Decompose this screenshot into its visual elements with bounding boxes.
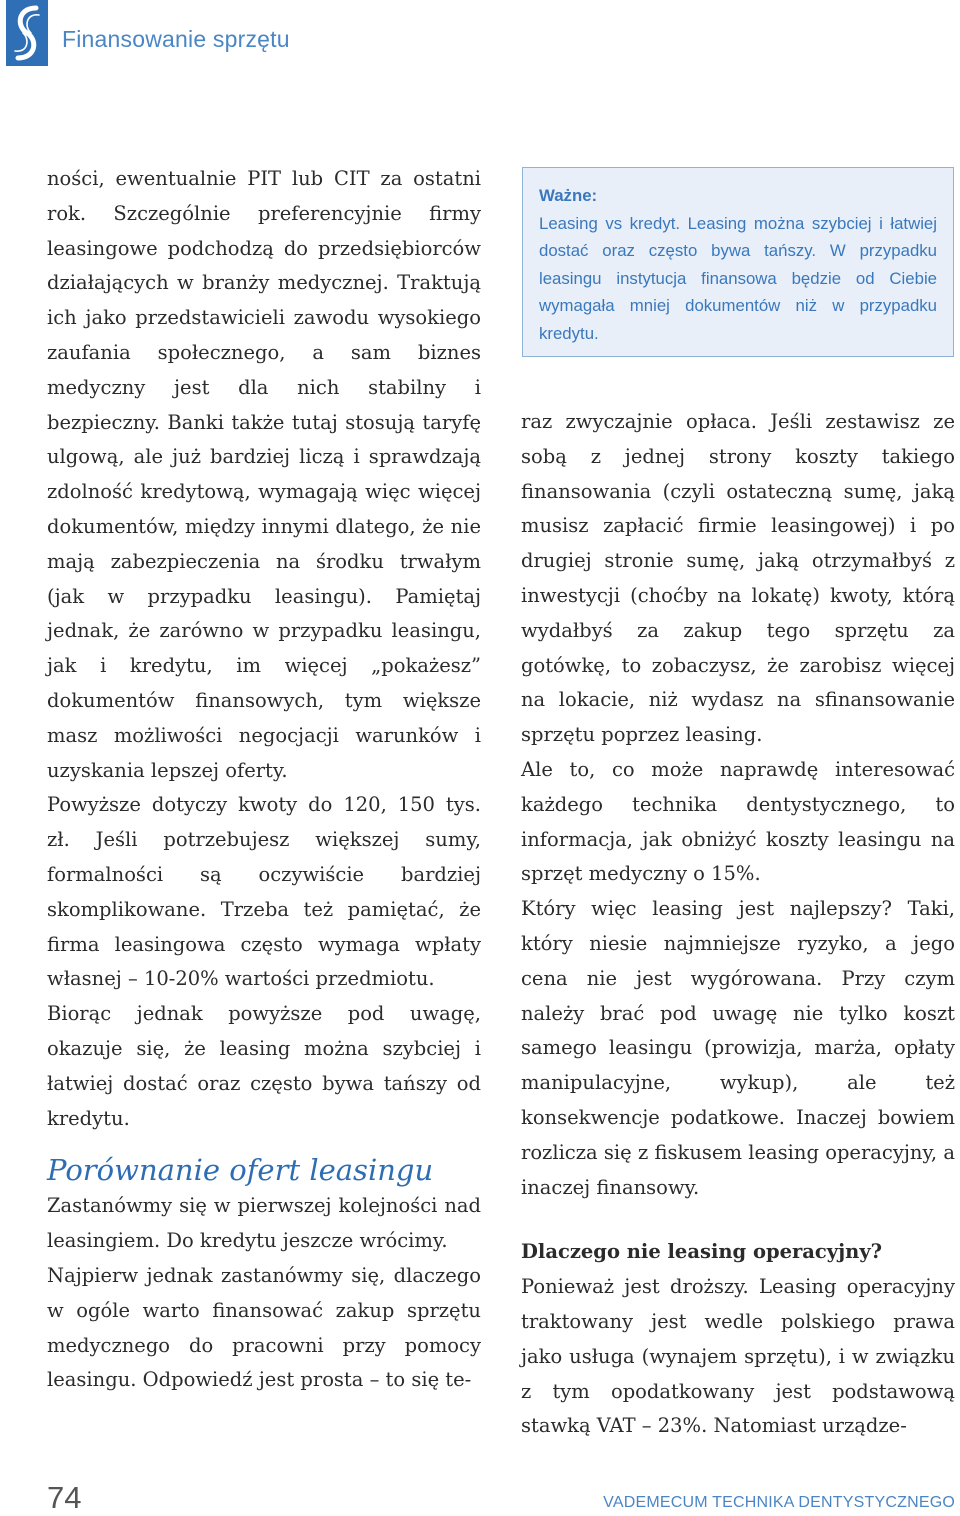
body-paragraph: ności, ewentualnie PIT lub CIT za ostatni rok. Szczególnie preferencyjnie firmy leasingowe podchodzą do przedsiębiorców działających w branży medycznej. Traktują ich jako przedstawicieli zawodu wysokiego zaufania społecznego, a sam biznes medyczny jest dla nich stabilny i bezpieczny. Banki także tutaj stosują taryfę ulgową, ale już bardziej liczą i sprawdzają zdolność kredytową, wymagają więc więcej dokumentów, między innymi dlatego, że nie mają zabezpieczenia na środku trwałym (jak w przypadku leasingu). Pamiętaj jednak, że zarówno w przypadku leasingu, jak i kredytu, im więcej „pokażesz” dokumentów finansowych, tym większe masz możliwości negocjacji warunków i uzyskania lepszej oferty. xyxy=(47,167,481,782)
body-paragraph: Ponieważ jest droższy. Leasing operacyjny traktowany jest wedle polskiego prawa jako usługa (wynajem sprzętu), i w związku z tym opodatkowany jest podstawową stawką VAT – 23%. Natomiast urządze- xyxy=(521,1275,955,1438)
body-paragraph: Ale to, co może naprawdę interesować każdego technika dentystycznego, to informacja, jak obniżyć koszty leasingu na sprzęt medyczny o 15%. xyxy=(521,757,955,886)
body-paragraph: raz zwyczajnie opłaca. Jeśli zestawisz ze sobą z jednej strony koszty takiego finansowania (czyli ostateczną sumę, jaką musisz zapłacić firmie leasingowej) i po drugiej stronie sumę, jaką otrzymałbyś z inwestycji (choćby na lokatę) kwoty, którą wydałbyś za zakup tego sprzętu za gotówkę, to zobaczysz, że zarobisz więcej na lokacie, niż wydasz na sfinansowanie sprzętu poprzez leasing. xyxy=(521,410,955,747)
publication-title: VADEMECUM TECHNIKA DENTYSTYCZNEGO xyxy=(603,1494,955,1511)
callout-body: Leasing vs kredyt. Leasing można szybciej i łatwiej dostać oraz często bywa tańszy. W przypadku leasingu instytucja finansowa będzie od Ciebie wymagała mniej dokumentów niż w przypadku kredytu. xyxy=(539,213,937,343)
right-column xyxy=(521,405,955,1444)
body-paragraph: Który więc leasing jest najlepszy? Taki, który niesie najmniejsze ryzyko, a jego cena nie jest wygórowana. Przy czym należy brać pod uwagę nie tylko koszt samego leasingu (prowizja, marża, opłaty manipulacyjne, wykup), ale też konsekwencje podatkowe. Inaczej bowiem rozlicza się z fiskusem leasing operacyjny, a inaczej finansowy. xyxy=(521,897,955,1199)
left-column xyxy=(47,162,481,1398)
page-number: 74 xyxy=(47,1480,82,1515)
section-title: Finansowanie sprzętu xyxy=(62,26,290,52)
body-paragraph: Powyższe dotyczy kwoty do 120, 150 tys. zł. Jeśli potrzebujesz większej sumy, formalności są oczywiście bardziej skomplikowane. Trzeba też pamiętać, że firma leasingowa często wymaga wpłaty własnej – 10-20% wartości przedmiotu. xyxy=(47,793,481,991)
body-paragraph: Biorąc jednak powyższe pod uwagę, okazuje się, że leasing można szybciej i łatwiej dostać oraz często bywa tańszy od kredytu. xyxy=(47,1002,481,1130)
subheading: Dlaczego nie leasing operacyjny? xyxy=(521,1240,883,1264)
callout-title: Ważne: xyxy=(539,186,598,205)
s-logo-icon xyxy=(6,0,48,66)
body-paragraph: Zastanówmy się w pierwszej kolejności nad leasingiem. Do kredytu jeszcze wrócimy. xyxy=(47,1194,481,1253)
body-paragraph: Najpierw jednak zastanówmy się, dlaczego w ogóle warto finansować zakup sprzętu medycznego do pracowni przy pomocy leasingu. Odpowiedź jest prosta – to się te- xyxy=(47,1263,481,1392)
important-callout-box xyxy=(522,167,954,357)
section-heading: Porównanie ofert leasingu xyxy=(47,1153,434,1188)
